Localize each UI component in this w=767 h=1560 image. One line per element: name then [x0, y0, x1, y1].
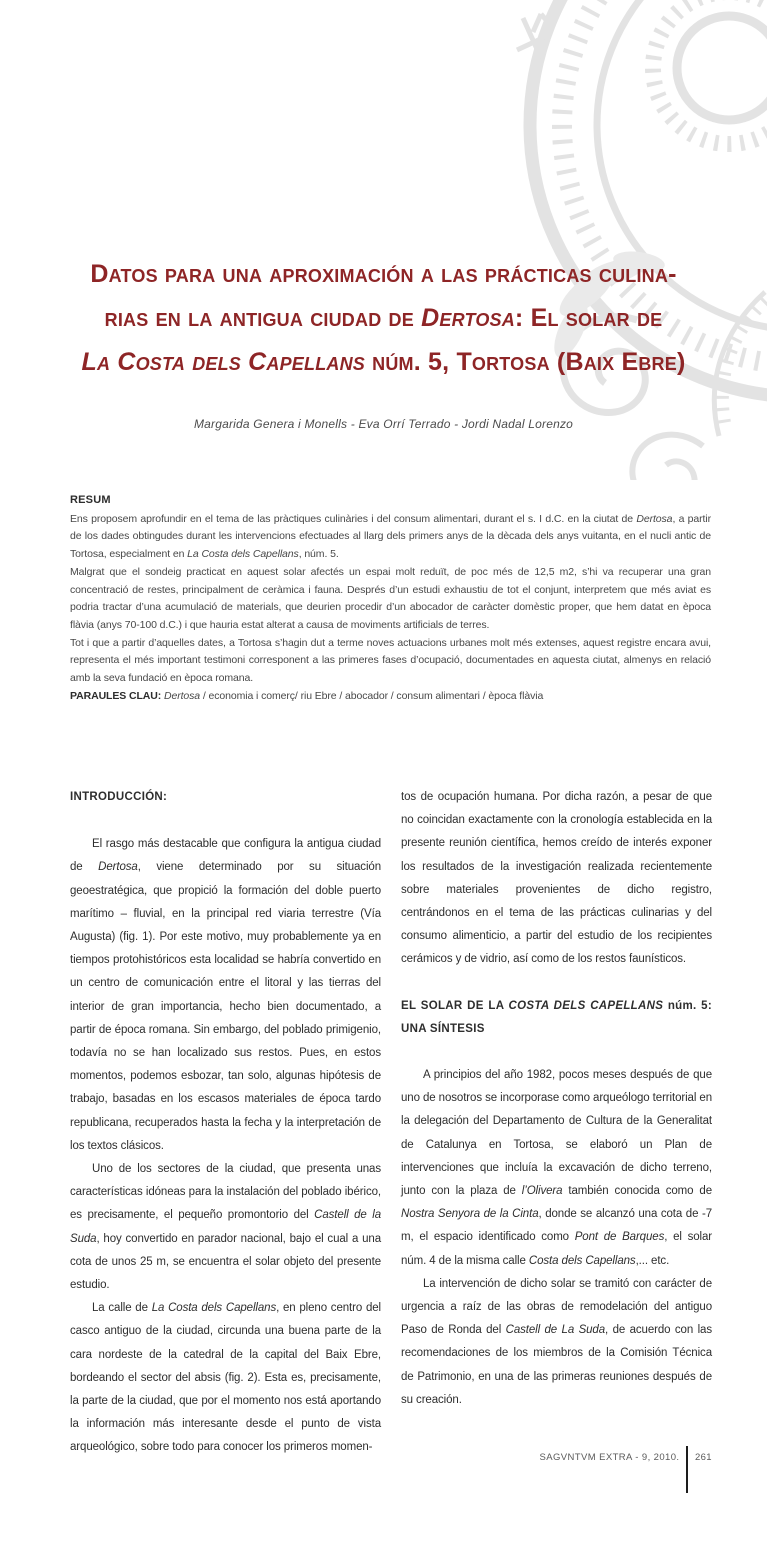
text-run: Datos para una aproximación a las prácticas culina- — [90, 260, 677, 288]
text-run: , hoy convertido en parador nacional, bajo el cual a una cota de unos 25 m, se encuentra el solar objeto del presente estudio. — [70, 1232, 381, 1292]
italic-run: Costa dels Capellans — [528, 1254, 636, 1267]
text-run: , a partir de los dades obtingudes durant les intervencions efectuades al llarg dels primers anys de la dècada dels anys vuitanta, en el nucli antic de Tortosa, especialment en — [70, 512, 712, 561]
title-line-3 — [40, 340, 727, 384]
keywords-text — [161, 690, 543, 702]
footer-page-number: 261 — [694, 1452, 712, 1463]
text-run: , núm. 5. — [298, 548, 339, 561]
text-run: : El solar de — [514, 304, 663, 332]
ancient-coin-watermark-icon — [467, 0, 767, 480]
footer-journal-label: SAGVNTVM EXTRA - 9, 2010. — [539, 1452, 680, 1463]
section-paragraphs — [401, 1064, 712, 1412]
title-line-2 — [40, 296, 727, 340]
text-run: La calle de — [92, 1302, 152, 1315]
paragraph — [70, 564, 711, 635]
text-run: Tot i que a partir d’aquelles dates, a Tortosa s’hagin dut a terme noves actuacions urbanes molt més extenses, aquest registre encara avui, representa el més important testimoni corresponent a las primeres fases d’ocupació, documentades en aquesta ciutat, almenys en relació amb la seva fundació en època romana. — [70, 636, 711, 685]
text-run: El rasgo más destacable que configura la antigua ciudad de — [70, 838, 381, 874]
paragraph — [70, 833, 381, 1158]
italic-run: Nostra Senyora de la Cinta — [401, 1208, 539, 1221]
left-column — [70, 786, 381, 1460]
text-run: ,... etc. — [635, 1254, 670, 1267]
text-run: , de acuerdo con las recomendaciones de los miembros de la Comisión Técnica de Patrimonio, en una de las primeras reuniones después de su creación. — [401, 1324, 712, 1406]
paragraph — [70, 511, 711, 564]
paragraph — [70, 1297, 381, 1459]
abstract-section — [70, 492, 711, 705]
italic-run: l’Olivera — [521, 1185, 563, 1198]
abstract-heading: RESUM — [70, 494, 111, 506]
italic-run: Dertosa — [636, 512, 673, 525]
continuation-paragraphs — [401, 786, 712, 972]
text-run: , el solar núm. 4 de la misma calle — [401, 1231, 712, 1267]
paragraph — [401, 786, 712, 972]
text-run: también conocida como de — [562, 1185, 712, 1198]
article-title — [40, 252, 727, 384]
text-run: , viene determinado por su situación geoestratégica, que propició la formación del doble puerto marítimo – fluvial, en la principal red viaria terrestre (Vía Augusta) (fig. 1). Por este motivo, muy probablemente ya en tiempos protohistóricos esta localidad se habría convertido en un centro de comunicación entre el litoral y las tierras del interior de gran importancia, hecho bien documentado, a partir de época romana. Sin embargo, del poblado primigenio, todavía no se han localizado sus restos. Pues, en estos momentos, podemos esbozar, tan solo, algunas hipótesis de trabajo, basadas en los escasos materiales de época tardo republicana, recuperados hasta la fecha y la interpretación de los textos clásicos. — [70, 861, 381, 1152]
italic-run: La Costa dels Capellans — [151, 1302, 277, 1315]
text-run: / economia i comerç/ riu Ebre / abocador / consum alimentari / època flàvia — [200, 689, 544, 702]
keywords-line — [70, 688, 711, 706]
text-run: Uno de los sectores de la ciudad, que presenta unas características idóneas para la instalación del poblado ibérico, es precisamente, el pequeño promontorio del — [70, 1163, 381, 1222]
section-heading — [401, 995, 712, 1041]
intro-paragraphs — [70, 833, 381, 1459]
title-line-1 — [40, 252, 727, 296]
paragraph — [70, 1158, 381, 1297]
intro-heading: INTRODUCCIÓN: — [70, 791, 168, 803]
text-run: , donde se alcanzó una cota de -7 m, el espacio identificado como — [401, 1208, 712, 1244]
italic-run: Castell de la Suda — [70, 1209, 381, 1245]
text-run: rias en la antigua ciudad de — [104, 304, 422, 332]
text-run: núm. 5: UNA SÍNTESIS — [401, 999, 712, 1035]
text-run: La intervención de dicho solar se tramitó con carácter de urgencia a raíz de las obras de remodelación del antiguo Paso de Ronda del — [401, 1277, 712, 1337]
right-column — [401, 786, 712, 1460]
italic-run: COSTA DELS CAPELLANS — [508, 999, 664, 1012]
text-run: EL SOLAR DE LA — [401, 999, 509, 1012]
text-run: Malgrat que el sondeig practicat en aquest solar afectés un espai molt reduït, de poc més de 12,5 m2, s’hi va recuperar una gran concentració de restes, principalment de ceràmica i fauna. Després d’un estudi exhaustiu de tot el conjunt, interpretem que més aviat es podria tractar d’una acumulació de materials, que deurien procedir d’un abocador de caràcter domèstic proper, que hem datat en època flàvia (anys 70-100 d.C.) i que hauria estat alterat a causa de moviments artificials de terres. — [70, 565, 711, 631]
keywords-label: PARAULES CLAU: — [70, 689, 162, 702]
footer-divider — [686, 1446, 688, 1493]
text-run: tos de ocupación humana. Por dicha razón, a pesar de que no coincidan exactamente con la cronología establecida en la presente reunión científica, hemos creído de interés exponer los resultados de la investigación realizada recientemente sobre materiales provenientes de dicho registro, centrándonos en el tema de las prácticas culinarias y del consumo alimenticio, a partir del estudio de los recipientes cerámicos y de vidrio, así como de los restos faunísticos. — [401, 791, 712, 966]
text-run: , en pleno centro del casco antiguo de la ciudad, circunda una buena parte de la cara nordeste de la catedral de la capital del Baix Ebre, bordeando el sector del absis (fig. 2). Esta es, precisamente, la parte de la ciudad, que por el momento nos está aportando la información más interesante desde el punto de vista arqueológico, sobre todo para conocer los primeros momen- — [70, 1302, 381, 1454]
italic-run: Dertosa — [98, 861, 138, 874]
italic-run: Pont de Barques — [574, 1231, 665, 1244]
page-footer — [540, 1446, 712, 1493]
italic-run: Dertosa — [163, 689, 201, 702]
body-columns — [70, 786, 712, 1460]
text-run: A principios del año 1982, pocos meses después de que uno de nosotros se incorporase como arqueólogo territorial en la delegación del Departamento de Cultura de la Generalitat de Catalunya en Tortosa, se elaboró un Plan de intervenciones que incluía la excavación de dicho terreno, junto con la plaza de — [401, 1069, 712, 1198]
abstract-paragraphs — [70, 511, 711, 688]
italic-run: La Costa dels Capellans — [81, 348, 366, 376]
paragraph — [401, 1273, 712, 1412]
paragraph — [401, 1064, 712, 1273]
text-run: núm. 5, Tortosa (Baix Ebre) — [365, 348, 686, 376]
authors-line: Margarida Genera i Monells - Eva Orrí Terrado - Jordi Nadal Lorenzo — [193, 417, 574, 431]
italic-run: La Costa dels Capellans — [187, 548, 299, 561]
text-run: Ens proposem aprofundir en el tema de las pràctiques culinàries i del consum alimentari, durant el s. I d.C. en la ciutat de — [70, 512, 637, 525]
italic-run: Castell de La Suda — [505, 1324, 606, 1337]
paragraph — [70, 635, 711, 688]
italic-run: Dertosa — [421, 304, 515, 332]
